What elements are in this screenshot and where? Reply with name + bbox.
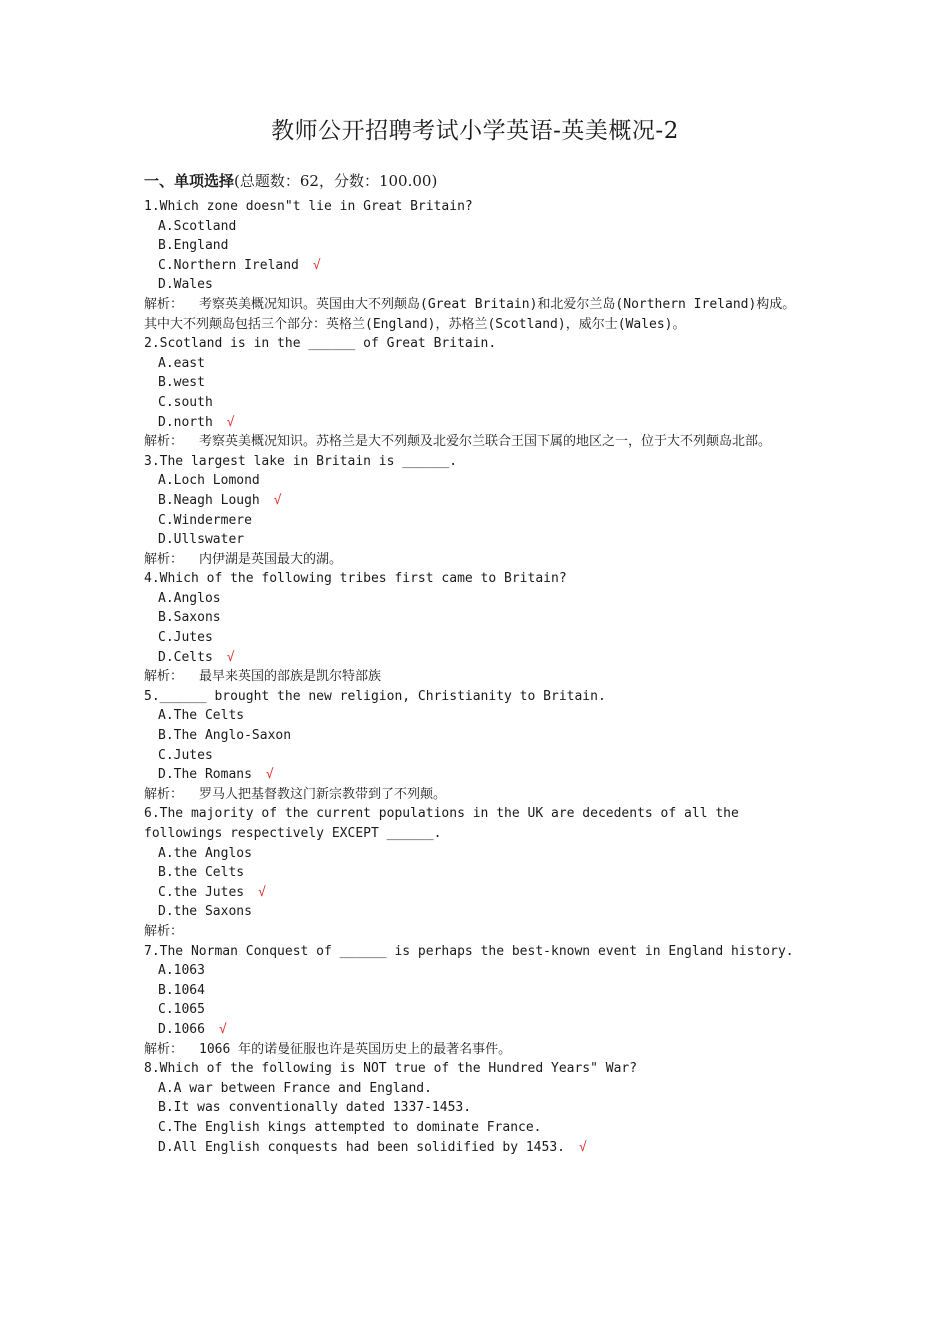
option-text: C.The English kings attempted to dominate France. — [158, 1119, 542, 1135]
question-stem: 2.Scotland is in the ______ of Great Britain. — [144, 336, 497, 352]
answer-option — [144, 236, 804, 256]
answer-option — [144, 471, 804, 491]
option-text: A.The Celts — [158, 708, 245, 724]
option-text: B.west — [158, 375, 205, 391]
question-stem: 5.______ brought the new religion, Christianity to Britain. — [144, 688, 606, 704]
question-stem: 6.The majority of the current populations in the UK are decedents of all the followings respectively EXCEPT ______. — [144, 806, 739, 841]
option-text: D.The Romans — [158, 767, 252, 783]
option-text: B.the Celts — [158, 865, 245, 881]
answer-option — [144, 863, 804, 883]
option-text: D.Celts — [158, 649, 213, 665]
analysis-label: 解析： — [144, 669, 184, 685]
answer-option — [144, 883, 804, 903]
option-text: D.the Saxons — [158, 904, 252, 920]
question-stem: 4.Which of the following tribes first came to Britain? — [144, 571, 567, 587]
answer-option — [144, 628, 804, 648]
option-text: A.east — [158, 355, 205, 371]
question-item — [144, 687, 804, 805]
answer-option — [144, 275, 804, 295]
option-text: B.Neagh Lough — [158, 492, 260, 508]
analysis-label: 解析： — [144, 923, 184, 939]
analysis — [144, 432, 804, 452]
answer-option — [144, 1000, 804, 1020]
option-text: A.A war between France and England. — [158, 1080, 432, 1096]
answer-option — [144, 530, 804, 550]
answer-option — [144, 746, 804, 766]
section-meta: (总题数：62，分数：100.00) — [234, 172, 438, 190]
option-text: C.south — [158, 394, 213, 410]
analysis-text: 考察英美概况知识。苏格兰是大不列颠及北爱尔兰联合王国下属的地区之一，位于大不列颠岛北部。 — [199, 434, 772, 450]
answer-option — [144, 354, 804, 374]
answer-option — [144, 844, 804, 864]
answer-option — [144, 1138, 804, 1158]
analysis — [144, 785, 804, 805]
answer-option — [144, 1079, 804, 1099]
answer-option — [144, 961, 804, 981]
analysis-label: 解析： — [144, 1041, 184, 1057]
question-stem: 7.The Norman Conquest of ______ is perhaps the best-known event in England history. — [144, 943, 794, 959]
option-text: D.north — [158, 414, 213, 430]
analysis — [144, 922, 804, 942]
analysis-text: 最早来英国的部族是凯尔特部族 — [199, 669, 382, 685]
analysis — [144, 1040, 804, 1060]
question-item — [144, 804, 804, 941]
option-text: C.Northern Ireland — [158, 257, 299, 273]
answer-option — [144, 217, 804, 237]
option-text: B.The Anglo-Saxon — [158, 728, 292, 744]
answer-option — [144, 393, 804, 413]
answer-option — [144, 1020, 804, 1040]
answer-option — [144, 511, 804, 531]
analysis-label: 解析： — [144, 786, 184, 802]
option-text: A.Loch Lomond — [158, 473, 260, 489]
correct-check-icon: √ — [273, 492, 282, 508]
analysis-label: 解析： — [144, 551, 184, 567]
question-item — [144, 569, 804, 687]
question-stem: 3.The largest lake in Britain is ______. — [144, 453, 458, 469]
page-title: 教师公开招聘考试小学英语-英美概况-2 — [271, 118, 679, 144]
answer-option — [144, 648, 804, 668]
correct-check-icon: √ — [258, 884, 266, 900]
option-text: D.Ullswater — [158, 532, 245, 548]
option-text: C.Windermere — [158, 512, 252, 528]
analysis — [144, 295, 804, 334]
correct-check-icon: √ — [226, 414, 235, 430]
option-text: D.1066 — [158, 1021, 205, 1037]
answer-option — [144, 726, 804, 746]
answer-option — [144, 706, 804, 726]
correct-check-icon: √ — [579, 1139, 587, 1155]
answer-option — [144, 608, 804, 628]
answer-option — [144, 373, 804, 393]
analysis-label: 解析： — [144, 434, 184, 450]
answer-option — [144, 981, 804, 1001]
option-text: B.England — [158, 238, 229, 254]
option-text: D.All English conquests had been solidified by 1453. — [158, 1139, 565, 1155]
question-item — [144, 197, 804, 334]
question-item — [144, 942, 804, 1060]
option-text: B.Saxons — [158, 610, 221, 626]
answer-option — [144, 491, 804, 511]
option-text: A.Scotland — [158, 218, 237, 234]
analysis — [144, 550, 804, 570]
analysis-text: 内伊湖是英国最大的湖。 — [199, 551, 343, 567]
option-text: B.It was conventionally dated 1337-1453. — [158, 1100, 472, 1116]
option-text: A.the Anglos — [158, 845, 252, 861]
answer-option — [144, 765, 804, 785]
analysis-text: 罗马人把基督教这门新宗教带到了不列颠。 — [199, 786, 447, 802]
option-text: D.Wales — [158, 277, 213, 293]
option-text: C.the Jutes — [158, 884, 245, 900]
section-heading — [144, 170, 437, 192]
question-item — [144, 1059, 804, 1157]
answer-option — [144, 589, 804, 609]
answer-option — [144, 413, 804, 433]
answer-option — [144, 902, 804, 922]
correct-check-icon: √ — [218, 1021, 227, 1037]
correct-check-icon: √ — [265, 767, 274, 783]
correct-check-icon: √ — [312, 257, 321, 273]
question-item — [144, 452, 804, 570]
analysis — [144, 667, 804, 687]
question-stem: 1.Which zone doesn"t lie in Great Britain? — [144, 199, 473, 214]
option-text: B.1064 — [158, 982, 205, 998]
question-item — [144, 334, 804, 452]
answer-option — [144, 1118, 804, 1138]
analysis-label: 解析： — [144, 296, 184, 312]
option-text: A.1063 — [158, 963, 205, 979]
correct-check-icon: √ — [226, 649, 235, 665]
option-text: A.Anglos — [158, 590, 221, 606]
question-list — [144, 197, 804, 1157]
section-title: 一、单项选择 — [144, 172, 235, 190]
analysis-text: 考察英美概况知识。英国由大不列颠岛(Great Britain)和北爱尔兰岛(Northern Ireland)构成。其中大不列颠岛包括三个部分：英格兰(England)，苏格兰(Scotland)，威尔士(Wales)。 — [144, 296, 796, 332]
option-text: C.Jutes — [158, 747, 213, 763]
answer-option — [144, 1098, 804, 1118]
answer-option — [144, 256, 804, 276]
question-stem: 8.Which of the following is NOT true of the Hundred Years" War? — [144, 1061, 638, 1077]
analysis-text: 1066 年的诺曼征服也许是英国历史上的最著名事件。 — [199, 1041, 512, 1057]
option-text: C.1065 — [158, 1002, 205, 1018]
option-text: C.Jutes — [158, 630, 213, 646]
